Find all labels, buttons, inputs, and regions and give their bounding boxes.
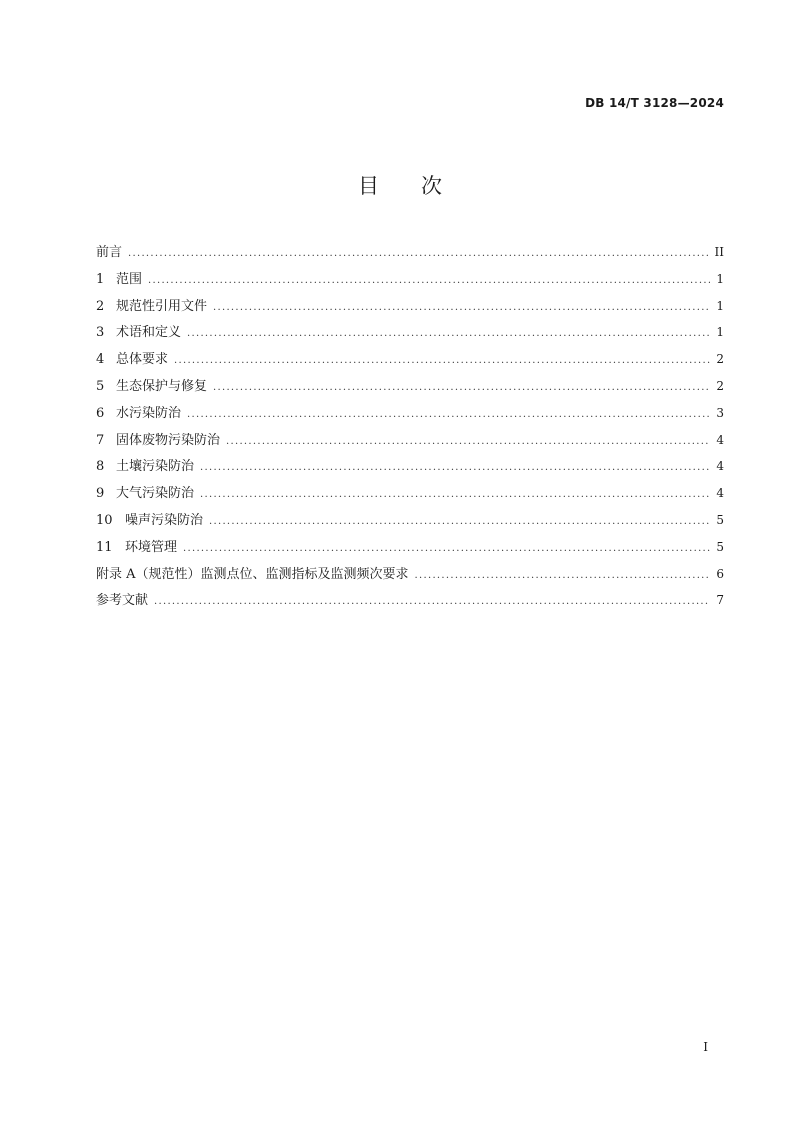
toc-entry-page: 2	[716, 378, 724, 393]
toc-entry-ecological-protection[interactable]	[96, 373, 724, 400]
toc-entry-bibliography[interactable]	[96, 587, 724, 614]
toc-dot-leader	[187, 321, 710, 348]
toc-entry-label: 附录 A（规范性）监测点位、监测指标及监测频次要求	[96, 566, 409, 582]
toc-entry-number: 8	[96, 459, 105, 475]
toc-dot-leader	[213, 295, 710, 322]
toc-entry-general-requirements[interactable]	[96, 346, 724, 373]
toc-dot-leader	[187, 402, 710, 429]
toc-entry-number: 6	[96, 405, 105, 421]
toc-entry-appendix-a[interactable]	[96, 561, 724, 588]
toc-entry-normative-references[interactable]	[96, 293, 724, 320]
toc-entry-page: 1	[716, 298, 724, 313]
toc-entry-label: 参考文献	[96, 593, 149, 609]
toc-entry-number: 9	[96, 486, 105, 502]
toc-entry-number: 2	[96, 298, 105, 314]
toc-entry-label: 噪声污染防治	[125, 512, 204, 528]
toc-entry-page: 4	[716, 459, 724, 474]
toc-entry-environmental-management[interactable]	[96, 534, 724, 561]
toc-entry-page: II	[714, 245, 724, 259]
toc-entry-number: 11	[96, 539, 113, 555]
toc-entry-label: 术语和定义	[116, 325, 182, 341]
toc-entry-label: 固体废物污染防治	[116, 432, 221, 448]
toc-entry-number: 7	[96, 432, 105, 448]
toc-entry-page: 5	[716, 539, 724, 554]
toc-entry-label: 规范性引用文件	[116, 298, 208, 314]
toc-entry-label: 水污染防治	[116, 405, 182, 421]
toc-dot-leader	[148, 268, 710, 295]
toc-dot-leader	[415, 563, 711, 590]
toc-dot-leader	[226, 429, 710, 456]
toc-entry-solid-waste[interactable]	[96, 427, 724, 454]
toc-entry-label: 大气污染防治	[116, 486, 195, 502]
toc-dot-leader	[183, 536, 710, 563]
toc-entry-label: 生态保护与修复	[116, 378, 208, 394]
toc-list	[96, 239, 724, 614]
toc-dot-leader	[174, 348, 710, 375]
toc-entry-number: 4	[96, 352, 105, 368]
toc-entry-page: 1	[716, 325, 724, 340]
toc-dot-leader	[154, 589, 710, 616]
toc-entry-page: 3	[716, 405, 724, 420]
toc-title-part1: 目	[358, 174, 379, 198]
toc-entry-page: 4	[716, 432, 724, 447]
toc-title-part2: 次	[421, 174, 442, 198]
toc-entry-label: 总体要求	[116, 352, 169, 368]
toc-entry-foreword[interactable]	[96, 239, 724, 266]
toc-dot-leader	[128, 241, 709, 268]
toc-entry-scope[interactable]	[96, 266, 724, 293]
toc-entry-page: 7	[716, 593, 724, 608]
toc-entry-page: 2	[716, 352, 724, 367]
toc-entry-water-pollution[interactable]	[96, 400, 724, 427]
page-number: I	[703, 1040, 708, 1054]
toc-entry-number: 10	[96, 512, 113, 528]
toc-entry-label: 环境管理	[125, 539, 178, 555]
toc-entry-noise-pollution[interactable]	[96, 507, 724, 534]
toc-entry-label: 土壤污染防治	[116, 459, 195, 475]
toc-entry-number: 1	[96, 271, 105, 287]
toc-entry-page: 5	[716, 512, 724, 527]
toc-entry-soil-pollution[interactable]	[96, 453, 724, 480]
toc-entry-label: 前言	[96, 245, 123, 260]
toc-entry-page: 4	[716, 486, 724, 501]
document-number: DB 14/T 3128—2024	[585, 96, 724, 110]
toc-entry-number: 3	[96, 325, 105, 341]
toc-entry-label: 范围	[116, 271, 143, 287]
toc-dot-leader	[209, 509, 710, 536]
toc-entry-terms-definitions[interactable]	[96, 319, 724, 346]
toc-entry-page: 6	[716, 566, 724, 581]
toc-entry-air-pollution[interactable]	[96, 480, 724, 507]
toc-dot-leader	[213, 375, 710, 402]
toc-dot-leader	[200, 455, 710, 482]
toc-title	[0, 170, 800, 200]
toc-entry-number: 5	[96, 378, 105, 394]
toc-dot-leader	[200, 482, 710, 509]
toc-entry-page: 1	[716, 271, 724, 286]
